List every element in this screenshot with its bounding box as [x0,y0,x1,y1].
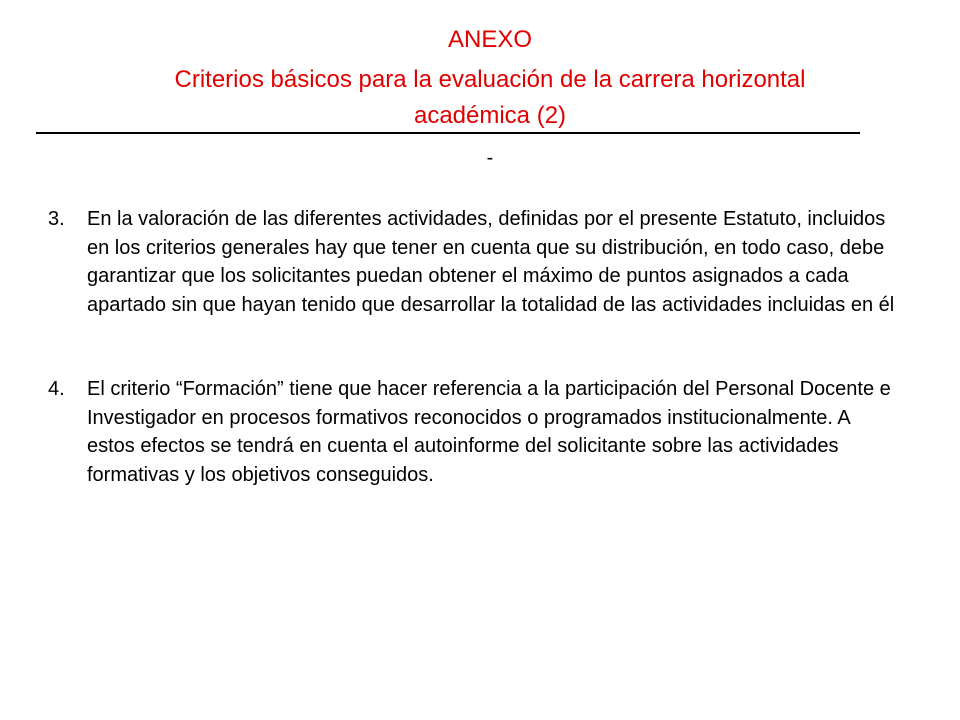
numbered-list [48,205,908,489]
list-item-text: En la valoración de las diferentes actividades, definidas por el presente Estatuto, incluidos en los criterios generales hay que tener en cuenta que su distribución, en todo caso, debe garantizar que los solicitantes puedan obtener el máximo de puntos asignados a cada apartado sin que hayan tenido que desarrollar la totalidad de las actividades incluidas en él [87,208,895,316]
list-item-text: El criterio “Formación” tiene que hacer referencia a la participación del Personal Docente e Investigador en procesos formativos reconocidos o programados institucionalmente. A estos efectos se tendrá en cuenta el autoinforme del solicitante sobre las actividades formativas y los objetivos conseguidos. [87,378,891,486]
separator-dash: - [486,147,494,169]
title-subtitle-line1: Criterios básicos para la evaluación de la carrera horizontal [174,66,806,93]
title-underline [36,132,860,134]
list-item-number: 4. [48,378,65,400]
title-subtitle-line2: académica (2) [413,102,567,129]
list-item-number: 3. [48,208,65,230]
title-heading: ANEXO [447,26,533,53]
list-item-4 [48,375,908,489]
list-item-3 [48,205,908,319]
slide-title [60,20,920,132]
